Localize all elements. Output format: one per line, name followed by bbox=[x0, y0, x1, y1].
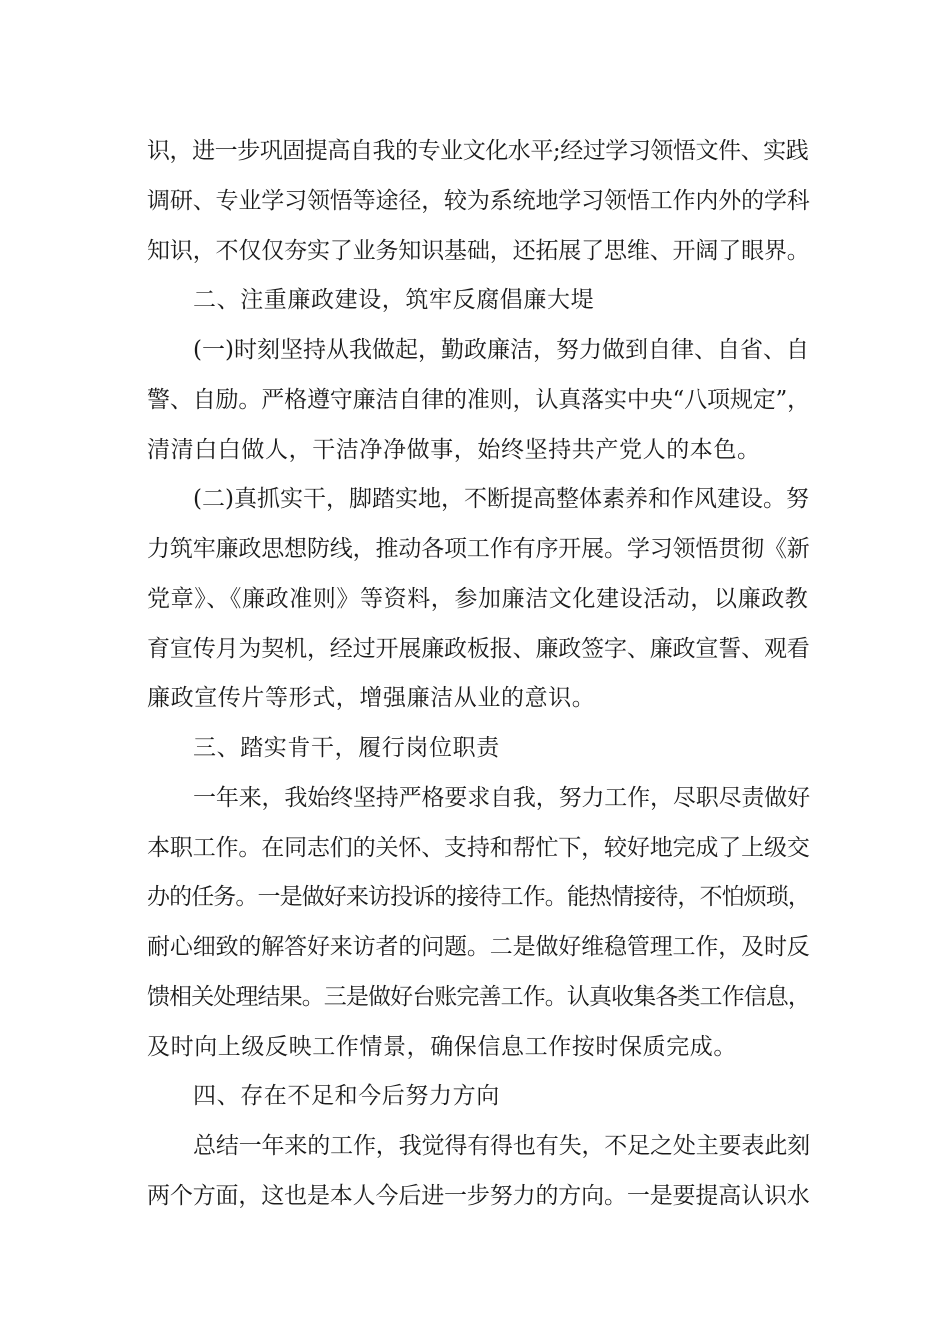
text-line: (二)真抓实干，脚踏实地，不断提高整体素养和作风建设。努 bbox=[193, 486, 809, 512]
text-line: (一)时刻坚持从我做起，勤政廉洁，努力做到自律、自省、自 bbox=[193, 337, 809, 363]
text-line: 清清白白做人，干洁净净做事，始终坚持共产党人的本色。 bbox=[147, 437, 761, 463]
text-line: 廉政宣传片等形式，增强廉洁从业的意识。 bbox=[147, 685, 596, 711]
text-line: 耐心细致的解答好来访者的问题。二是做好维稳管理工作，及时反 bbox=[147, 934, 810, 960]
section-heading: 四、存在不足和今后努力方向 bbox=[193, 1083, 500, 1109]
text-line: 党章》、《廉政准则》等资料，参加廉洁文化建设活动，以廉政教 bbox=[147, 586, 809, 612]
text-line: 警、自励。严格遵守廉洁自律的准则，认真落实中央“八项规定”， bbox=[147, 387, 811, 413]
text-line: 总结一年来的工作，我觉得有得也有失，不足之处主要表此刻 bbox=[193, 1133, 810, 1159]
text-line: 一年来，我始终坚持严格要求自我，努力工作，尽职尽责做好 bbox=[193, 785, 810, 811]
text-line: 及时向上级反映工作情景，确保信息工作按时保质完成。 bbox=[147, 1034, 737, 1060]
text-line: 知识，不仅仅夯实了业务知识基础，还拓展了思维、开阔了眼界。 bbox=[147, 238, 810, 264]
text-line: 识，进一步巩固提高自我的专业文化水平;经过学习领悟文件、实践 bbox=[147, 138, 809, 164]
section-heading: 三、踏实肯干，履行岗位职责 bbox=[193, 735, 500, 761]
text-line: 力筑牢廉政思想防线，推动各项工作有序开展。学习领悟贯彻《新 bbox=[147, 536, 810, 562]
text-line: 馈相关处理结果。三是做好台账完善工作。认真收集各类工作信息， bbox=[147, 984, 811, 1010]
text-line: 调研、专业学习领悟等途径，较为系统地学习领悟工作内外的学科 bbox=[147, 188, 810, 214]
section-heading: 二、注重廉政建设，筑牢反腐倡廉大堤 bbox=[193, 287, 595, 313]
text-line: 育宣传月为契机，经过开展廉政板报、廉政签字、廉政宣誓、观看 bbox=[147, 636, 810, 662]
text-line: 两个方面，这也是本人今后进一步努力的方向。一是要提高认识水 bbox=[147, 1183, 810, 1209]
text-line: 办的任务。一是做好来访投诉的接待工作。能热情接待，不怕烦琐， bbox=[147, 884, 811, 910]
text-line: 本职工作。在同志们的关怀、支持和帮忙下，较好地完成了上级交 bbox=[147, 835, 810, 861]
